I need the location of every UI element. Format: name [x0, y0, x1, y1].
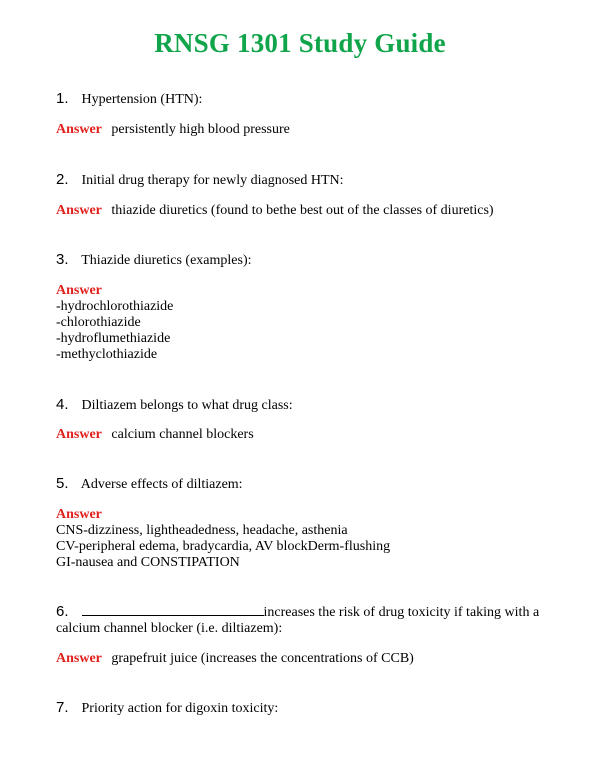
answer-3	[56, 283, 173, 363]
question-2	[56, 171, 344, 189]
answer-line: -hydrochlorothiazide	[56, 299, 174, 314]
answer-label: Answer	[56, 283, 102, 298]
question-text: Thiazide diuretics (examples):	[81, 253, 252, 268]
question-number: 1.	[56, 90, 69, 107]
page-title: RNSG 1301 Study Guide	[154, 28, 446, 58]
fill-in-blank	[82, 603, 264, 616]
question-5	[56, 475, 243, 493]
answer-2	[56, 203, 494, 219]
question-text: Adverse effects of diltiazem:	[80, 477, 243, 492]
answer-line: CV-peripheral edema, bradycardia, AV blockDerm-flushing	[56, 539, 391, 554]
question-number: 6.	[56, 603, 69, 620]
question-1	[56, 90, 202, 108]
answer-label: Answer	[56, 203, 102, 218]
answer-line: GI-nausea and CONSTIPATION	[56, 555, 240, 570]
question-text: Hypertension (HTN):	[81, 92, 203, 107]
question-6-continued	[56, 620, 282, 637]
answer-line: -chlorothiazide	[56, 315, 141, 330]
answer-text: grapefruit juice (increases the concentrations of CCB)	[111, 651, 414, 666]
answer-line: -hydroflumethiazide	[56, 331, 171, 346]
answer-6	[56, 651, 414, 667]
question-number: 4.	[56, 396, 69, 413]
answer-4	[56, 427, 254, 443]
question-number: 5.	[56, 475, 69, 492]
question-7	[56, 699, 278, 717]
question-number: 2.	[56, 171, 69, 188]
answer-text: thiazide diuretics (found to bethe best out of the classes of diuretics)	[111, 203, 494, 218]
answer-1	[56, 122, 290, 138]
question-6	[56, 603, 539, 621]
question-text: calcium channel blocker (i.e. diltiazem):	[56, 621, 283, 636]
question-number: 3.	[56, 251, 69, 268]
answer-label: Answer	[56, 507, 102, 522]
question-3	[56, 251, 252, 269]
question-number: 7.	[56, 699, 69, 716]
answer-line: -methyclothiazide	[56, 347, 158, 362]
answer-text: persistently high blood pressure	[111, 122, 290, 137]
question-text: Diltiazem belongs to what drug class:	[81, 398, 293, 413]
question-text: increases the risk of drug toxicity if taking with a	[263, 605, 540, 620]
answer-label: Answer	[56, 651, 102, 666]
question-text: Initial drug therapy for newly diagnosed HTN:	[81, 173, 344, 188]
question-text: Priority action for digoxin toxicity:	[81, 701, 279, 716]
answer-5	[56, 507, 390, 571]
answer-text: calcium channel blockers	[111, 427, 254, 442]
question-4	[56, 396, 293, 414]
answer-label: Answer	[56, 122, 102, 137]
answer-line: CNS-dizziness, lightheadedness, headache, asthenia	[56, 523, 348, 538]
answer-label: Answer	[56, 427, 102, 442]
